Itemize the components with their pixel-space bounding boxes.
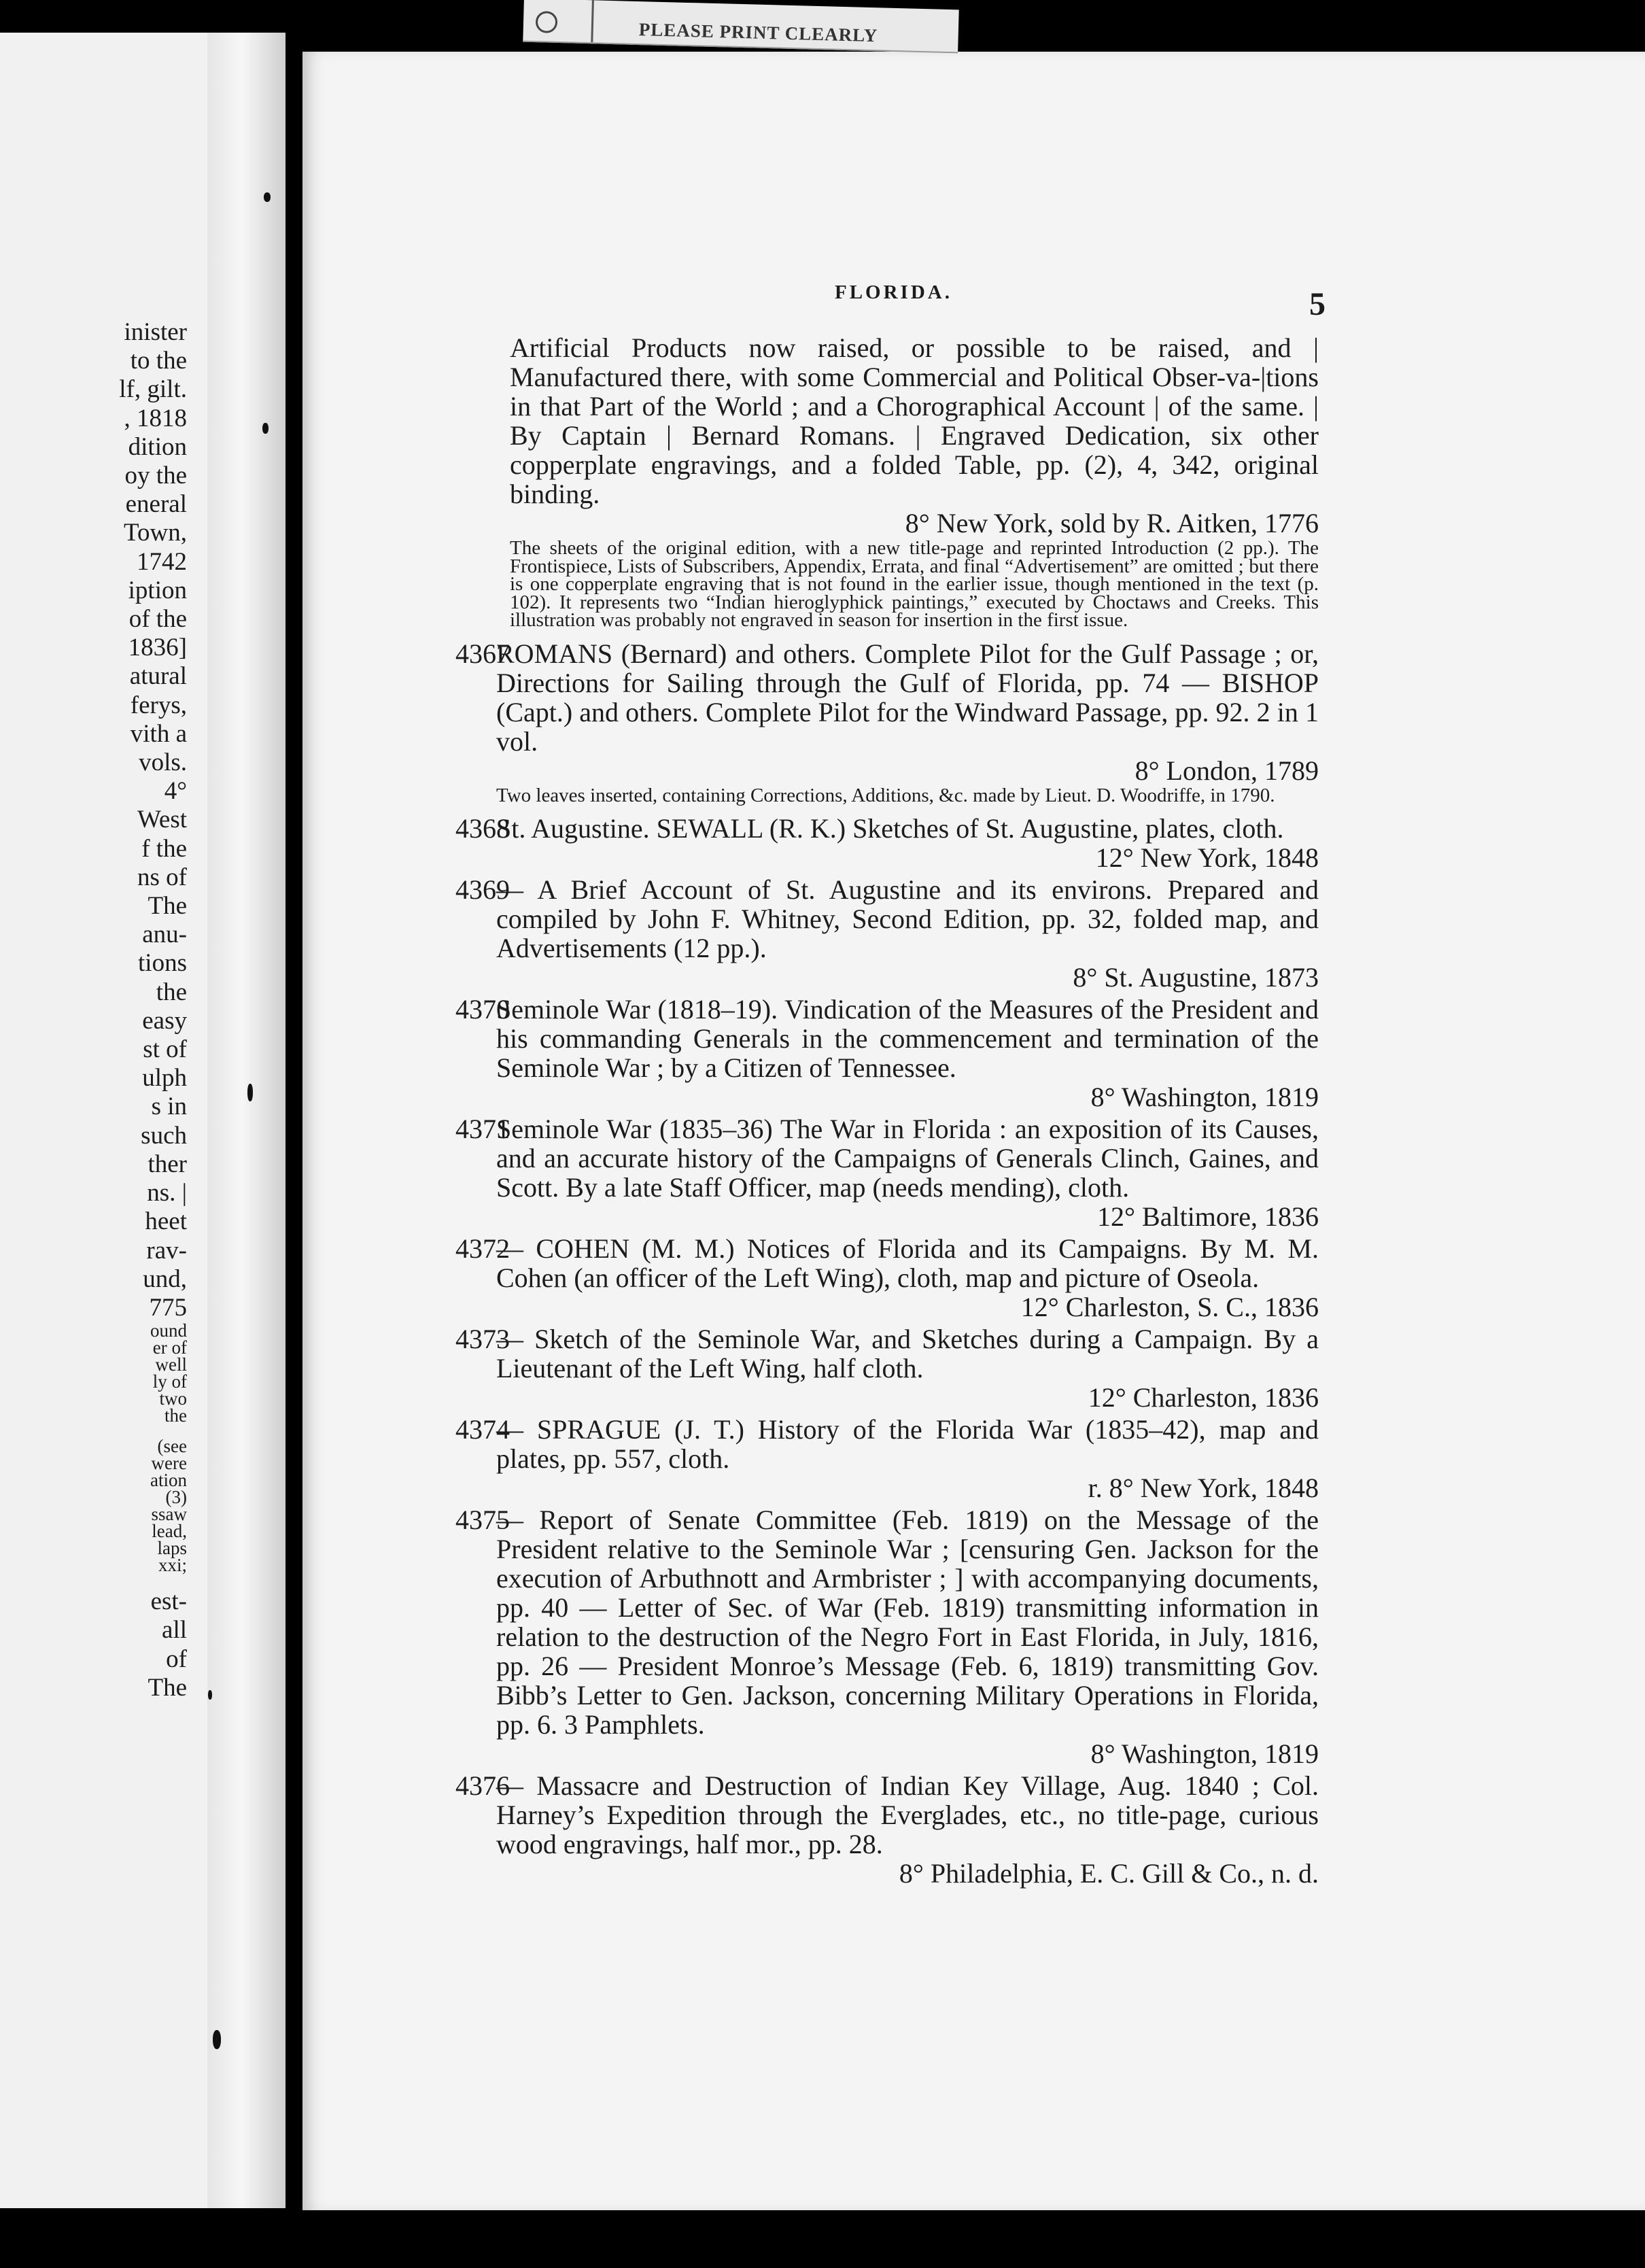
entry-number: 4370 xyxy=(455,994,510,1025)
left-page-line: ther xyxy=(148,1150,187,1178)
catalogue-entry xyxy=(455,1771,1319,1888)
entry-description: ROMANS (Bernard) and others. Complete Pilot for the Gulf Passage ; or, Directions for Sailing through the Gulf of Florida, pp. 74 — BISHOP (Capt.) and others. Complete Pilot for the Windward Passage, pp. 92. 2 in 1 vol. xyxy=(496,638,1319,757)
left-page-note-line: ly of xyxy=(152,1371,187,1392)
entry-note: Two leaves inserted, containing Corrections, Additions, &c. made by Lieut. D. Woodriffe, in 1790. xyxy=(496,784,1275,806)
left-page-line: heet xyxy=(145,1207,187,1236)
catalogue-entry xyxy=(455,333,1319,630)
entry-description: Artificial Products now raised, or possible to be raised, and | Manufactured there, with some Commercial and Political Obser-va-|tions in that Part of the World ; and a Chorographical Account | of the same. | By Captain | Bernard Romans. | Engraved Dedication, six other copperplate engravings, and a folded Table, pp. (2), 4, 342, original binding. xyxy=(510,332,1319,509)
entry-description: — SPRAGUE (J. T.) History of the Florida War (1835–42), map and plates, pp. 557, cloth. xyxy=(496,1414,1319,1474)
left-page-note-line: xxi; xyxy=(158,1555,187,1576)
left-page-note-line: ound xyxy=(150,1320,187,1341)
left-page-note-line: laps xyxy=(157,1538,187,1559)
left-page-line: 1836] xyxy=(128,634,187,662)
slip-circle-icon xyxy=(536,11,558,33)
left-page-line: tions xyxy=(138,949,187,978)
entry-number: 4372 xyxy=(455,1233,510,1264)
left-page-line: of xyxy=(166,1645,187,1673)
left-page-line: The xyxy=(148,892,187,921)
catalogue-entry xyxy=(455,1505,1319,1768)
catalogue-entry xyxy=(455,1324,1319,1412)
left-page-line: , 1818 xyxy=(124,404,187,432)
left-page-line: West xyxy=(137,806,187,834)
binding-mark xyxy=(264,192,271,202)
binding-mark xyxy=(208,1690,212,1700)
left-page-note-line: (see xyxy=(157,1436,187,1457)
left-page-line: vith a xyxy=(130,719,187,748)
entry-number: 4369 xyxy=(455,874,510,905)
left-page-note-line: well xyxy=(155,1354,187,1375)
left-page-line: ns. | xyxy=(147,1179,187,1207)
left-page-note-line: ssaw xyxy=(151,1504,187,1525)
entry-number: 4375 xyxy=(455,1505,510,1535)
entry-description: — COHEN (M. M.) Notices of Florida and its Campaigns. By M. M. Cohen (an officer of the Left Wing), cloth, map and picture of Oseola. xyxy=(496,1233,1319,1293)
entry-description: St. Augustine. SEWALL (R. K.) Sketches of St. Augustine, plates, cloth. xyxy=(496,813,1284,844)
entry-description: Seminole War (1835–36) The War in Florida : an exposition of its Causes, and an accurate history of the Campaigns of Generals Clinch, Gaines, and Scott. By a late Staff Officer, map (needs mending), cloth. xyxy=(496,1114,1319,1203)
left-page-line: 4° xyxy=(164,777,187,806)
left-page-line: 775 xyxy=(149,1293,187,1322)
left-page-line: rav- xyxy=(146,1236,187,1265)
slip-divider xyxy=(591,0,594,42)
entry-imprint: 8° Washington, 1819 xyxy=(1090,1738,1319,1769)
entry-number: 4376 xyxy=(455,1770,510,1801)
entry-description: — Sketch of the Seminole War, and Sketches during a Campaign. By a Lieutenant of the Left Wing, half cloth. xyxy=(496,1324,1319,1384)
entry-imprint: 12° New York, 1848 xyxy=(1095,842,1319,873)
paper-slip xyxy=(523,0,958,53)
left-page-line: und, xyxy=(143,1265,187,1293)
binding-mark xyxy=(262,423,269,434)
entry-number: 4374 xyxy=(455,1414,510,1445)
left-page-line: vols. xyxy=(139,749,187,777)
catalogue-entry xyxy=(455,639,1319,805)
entry-number: 4368 xyxy=(455,813,510,844)
left-page-line: st of xyxy=(143,1035,187,1064)
left-page-line: inister xyxy=(124,318,187,346)
left-page-note-line: the xyxy=(164,1405,187,1426)
entry-imprint: 12° Baltimore, 1836 xyxy=(1097,1201,1319,1232)
entry-number: 4371 xyxy=(455,1114,510,1144)
left-page-note-line: lead, xyxy=(152,1521,187,1542)
running-head: FLORIDA. xyxy=(835,281,952,303)
left-page-line: lf, gilt. xyxy=(119,375,187,404)
left-page-note-line: ation xyxy=(150,1470,187,1491)
catalogue-entry xyxy=(455,995,1319,1112)
left-page-line: of the xyxy=(128,605,187,634)
catalogue-entry xyxy=(455,1114,1319,1231)
left-page-note-line: were xyxy=(151,1453,187,1474)
entry-description: — Massacre and Destruction of Indian Key Village, Aug. 1840 ; Col. Harney’s Expedition through the Everglades, etc., no title-page, curious wood engravings, half mor., pp. 28. xyxy=(496,1770,1319,1859)
left-page-line: est- xyxy=(150,1587,187,1616)
page-number: 5 xyxy=(1309,286,1326,322)
left-page-line: easy xyxy=(142,1006,187,1035)
catalogue-entry xyxy=(455,814,1319,872)
catalogue-entries xyxy=(455,333,1319,1891)
entry-description: — Report of Senate Committee (Feb. 1819) on the Message of the President relative to the Seminole War ; [censuring Gen. Jackson for the execution of Arbuthnott and Armbrister ; ] with accompanying documents, pp. 40 — Letter of Sec. of War (Feb. 1819) transmitting information in relation to the destruction of the Negro Fort in East Florida, in July, 1816, pp. 26 — President Monroe’s Message (Feb. 6, 1819) transmitting Gov. Bibb’s Letter to Gen. Jackson, concerning Military Operations in Florida, pp. 6. 3 Pamphlets. xyxy=(496,1505,1319,1740)
slip-label: PLEASE PRINT CLEARLY xyxy=(638,19,878,46)
left-page-line: to the xyxy=(130,347,187,375)
entry-imprint: r. 8° New York, 1848 xyxy=(1088,1473,1319,1503)
left-page-line: 1742 xyxy=(137,547,187,576)
left-page-line: ferys, xyxy=(130,691,187,719)
left-page-line: iption xyxy=(128,576,187,604)
binding-mark xyxy=(213,2030,221,2049)
entry-description: Seminole War (1818–19). Vindication of the Measures of the President and his commanding Generals in the commencement and termination of the Seminole War ; by a Citizen of Tennessee. xyxy=(496,994,1319,1083)
entry-note: The sheets of the original edition, with a new title-page and reprinted Introduction (2 pp.). The Frontispiece, Lists of Subscribers, Appendix, Errata, and final “Advertisement” are omitted ; but there is one copperplate engraving that is not found in the earlier issue, though mentioned in the text (p. 102). It represents two “Indian hieroglyphick paintings,” executed by Choctaws and Creeks. This illustration was probably not engraved in season for insertion in the first issue. xyxy=(510,537,1319,631)
left-page-line: The xyxy=(148,1673,187,1702)
left-page-text xyxy=(119,318,187,1702)
entry-imprint: 12° Charleston, 1836 xyxy=(1088,1382,1319,1413)
left-page-note-line: er of xyxy=(152,1337,187,1358)
left-page-line: f the xyxy=(141,834,187,863)
catalogue-entry xyxy=(455,1234,1319,1322)
entry-imprint: 8° Washington, 1819 xyxy=(1090,1082,1319,1112)
left-page-line: ulph xyxy=(142,1064,187,1093)
catalogue-entry xyxy=(455,1415,1319,1502)
left-page-note-line: two xyxy=(159,1388,187,1409)
left-page-line: eneral xyxy=(125,490,187,519)
entry-imprint: 12° Charleston, S. C., 1836 xyxy=(1020,1292,1319,1322)
entry-number: 4367 xyxy=(455,638,510,669)
left-page-line: atural xyxy=(129,662,187,691)
entry-imprint: 8° St. Augustine, 1873 xyxy=(1073,962,1319,993)
left-page-line: Town, xyxy=(124,519,187,547)
binding-mark xyxy=(247,1084,253,1101)
left-page-line: ns of xyxy=(137,863,187,891)
catalogue-entry xyxy=(455,875,1319,992)
entry-imprint: 8° Philadelphia, E. C. Gill & Co., n. d. xyxy=(899,1858,1319,1889)
left-page-line: anu- xyxy=(142,921,187,949)
left-page-note-line: (3) xyxy=(165,1487,187,1508)
entry-description: — A Brief Account of St. Augustine and its environs. Prepared and compiled by John F. Whitney, Second Edition, pp. 32, folded map, and Advertisements (12 pp.). xyxy=(496,874,1319,963)
entry-imprint: 8° London, 1789 xyxy=(1135,755,1319,786)
left-page-line: s in xyxy=(151,1093,187,1121)
left-page-line: such xyxy=(141,1121,187,1150)
left-page-line: dition xyxy=(128,432,187,461)
entry-imprint: 8° New York, sold by R. Aitken, 1776 xyxy=(905,508,1319,538)
left-page-gutter xyxy=(207,33,285,2208)
left-page-line: oy the xyxy=(124,462,187,490)
entry-number: 4373 xyxy=(455,1324,510,1354)
left-page-line: all xyxy=(162,1616,187,1645)
left-page-line: the xyxy=(156,978,187,1006)
